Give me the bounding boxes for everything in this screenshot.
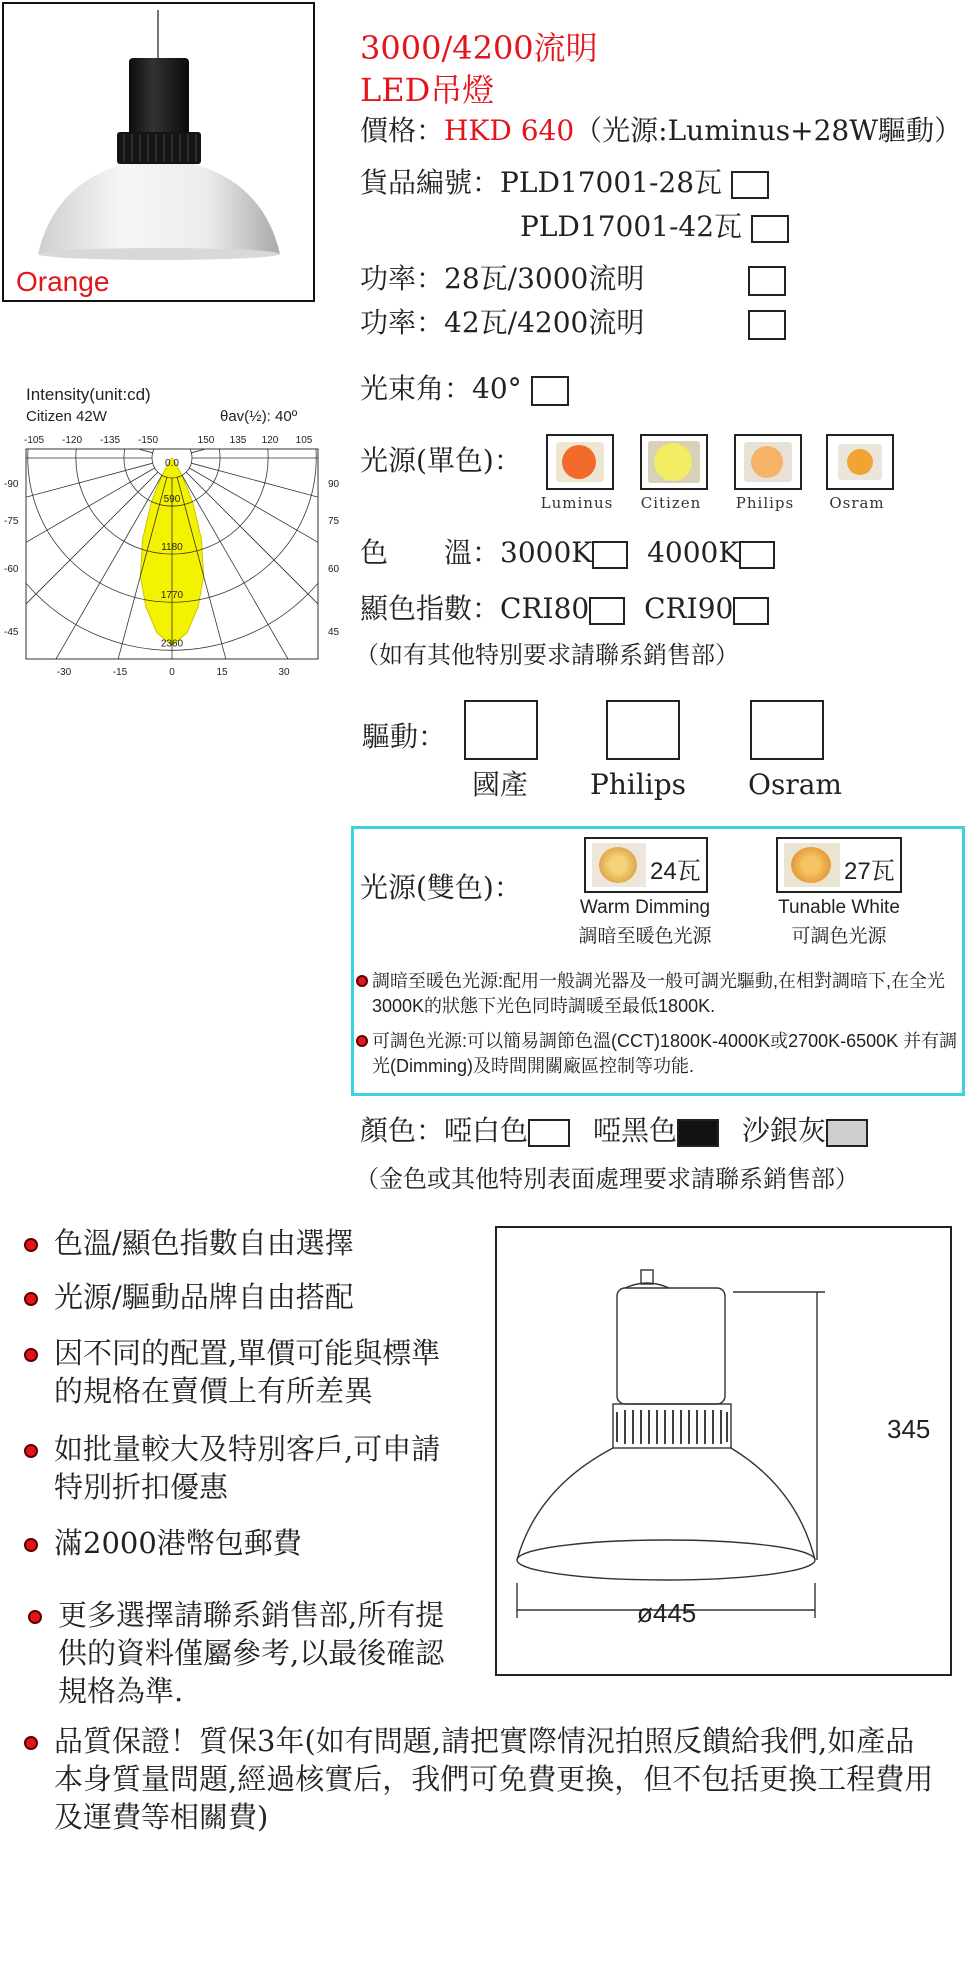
color-temp-row [360, 536, 775, 570]
angle-gridline [189, 468, 340, 658]
lamp-dimension-drawing [497, 1228, 950, 1674]
model-row-2 [520, 210, 789, 244]
chip-philips-label: Philips [735, 494, 795, 512]
product-photo-frame [2, 2, 315, 302]
finish-silver: 沙銀灰 [741, 1114, 826, 1147]
model-42w-checkbox[interactable] [751, 215, 789, 243]
top-angle-label: -135 [99, 435, 121, 446]
angle-gridline [0, 468, 155, 658]
top-angle-label: 135 [229, 435, 247, 446]
dual-source-label: 光源(雙色)： [360, 871, 522, 904]
bullet-icon [28, 1610, 42, 1624]
chip-citizen[interactable] [640, 434, 710, 512]
driver-osram-label: Osram [748, 768, 842, 801]
chip-luminus[interactable] [540, 434, 616, 512]
radial-tick-label: 2360 [160, 638, 184, 650]
dual-note-1 [356, 969, 956, 1019]
warranty-block [20, 1722, 940, 1836]
driver-domestic-label: 國產 [472, 768, 529, 801]
bullet-icon [24, 1238, 38, 1252]
chip-tunable-white[interactable] [776, 837, 902, 897]
finish-white: 啞白色 [444, 1114, 529, 1147]
diameter-dimension: ø445 [637, 1598, 697, 1628]
right-angle-label: 45 [328, 627, 340, 638]
bottom-angle-label: -15 [112, 667, 128, 678]
tunable-white-en: Tunable White [778, 897, 900, 918]
bullet-icon [24, 1538, 38, 1552]
chip-osram-label: Osram [829, 494, 885, 512]
warm-dimming-zh: 調暗至暖色光源 [578, 926, 712, 947]
angle-gridline [0, 475, 162, 685]
radial-tick-label: 590 [163, 494, 181, 506]
right-angle-label: 60 [328, 564, 340, 575]
driver-label: 驅動： [362, 720, 447, 753]
chip-warm-dimming[interactable] [584, 837, 708, 897]
radial-tick-label: 0.0 [165, 458, 179, 469]
cri-80: CRI80 [500, 592, 590, 625]
model-28w-checkbox[interactable] [731, 171, 769, 199]
feature-text: 色溫/顯色指數自由選擇 [54, 1226, 354, 1260]
bullet-icon [356, 1035, 368, 1047]
feature-text: 更多選擇請聯系銷售部,所有提供的資料僅屬參考,以最後確認規格為準. [58, 1598, 445, 1708]
angle-gridline [186, 472, 340, 685]
tunable-white-watt: 27瓦 [844, 858, 895, 885]
bullet-icon [24, 1444, 38, 1458]
beam-angle-label: 光束角：40° [360, 372, 522, 405]
power-42w-checkbox[interactable] [748, 310, 786, 340]
bottom-angle-label: 30 [278, 667, 290, 678]
radial-tick-label: 1770 [160, 590, 184, 602]
angle-gridline [0, 463, 153, 561]
warm-dimming-watt: 24瓦 [650, 858, 701, 885]
driver-philips-label: Philips [590, 768, 687, 801]
pendant-lamp-image [4, 4, 313, 300]
finish-white-swatch[interactable] [528, 1119, 570, 1147]
driver-philips-checkbox[interactable] [606, 700, 680, 760]
finish-silver-swatch[interactable] [826, 1119, 868, 1147]
warm-dimming-en: Warm Dimming [579, 897, 711, 918]
price-row [360, 114, 962, 148]
single-source-label: 光源(單色)： [360, 444, 522, 477]
dimension-drawing-frame [495, 1226, 952, 1676]
top-angle-label: -120 [61, 435, 83, 446]
bullet-icon [356, 975, 368, 987]
top-angle-label: 150 [197, 435, 215, 446]
bullet-icon [24, 1736, 38, 1750]
top-angle-label: -150 [137, 435, 159, 446]
intensity-polar-chart [0, 425, 340, 685]
chart-beam-label: θav(½): 40º [220, 408, 298, 425]
tunable-white-zh: 可調色光源 [791, 926, 887, 947]
dual-source-panel [351, 826, 965, 1096]
feature-text: 滿2000港幣包郵費 [54, 1526, 302, 1560]
cri-label: 顯色指數： [360, 592, 501, 625]
left-angle-label: -90 [4, 479, 19, 490]
power-row-1: 功率：28瓦/3000流明 [360, 262, 645, 295]
beam-angle-checkbox[interactable] [531, 376, 569, 406]
feature-item [24, 1596, 474, 1710]
finish-label: 顏色： [360, 1114, 445, 1147]
dual-note-1-text: 調暗至暖色光源:配用一般調光器及一般可調光驅動,在相對調暗下,在全光3000K的狀態下光色同時調暖至最低1800K. [372, 971, 945, 1016]
top-angle-label: 120 [261, 435, 279, 446]
model-42w: PLD17001-42瓦 [520, 210, 743, 243]
feature-item [20, 1334, 470, 1410]
product-title-line1: 3000/4200流明 [360, 29, 598, 67]
bottom-angle-label: 0 [169, 667, 175, 678]
power-row-2: 功率：42瓦/4200流明 [360, 306, 645, 339]
cri-80-checkbox[interactable] [589, 597, 625, 625]
finish-row [360, 1114, 868, 1148]
feature-item [20, 1278, 470, 1316]
feature-text: 如批量較大及特別客戶,可申請特別折扣優惠 [54, 1432, 441, 1504]
single-source-chips [540, 434, 906, 514]
chip-osram[interactable] [826, 434, 896, 512]
finish-black: 啞黑色 [592, 1114, 677, 1147]
right-angle-label: 75 [328, 516, 340, 527]
right-angle-label: 90 [328, 479, 340, 490]
bullet-icon [24, 1292, 38, 1306]
feature-item [20, 1430, 470, 1506]
model-28w: PLD17001-28瓦 [500, 166, 723, 199]
feature-text: 光源/驅動品牌自由搭配 [54, 1280, 354, 1314]
color-temp-label: 色 溫： [360, 536, 501, 569]
finish-black-swatch[interactable] [677, 1119, 719, 1147]
chart-title: Intensity(unit:cd) [26, 385, 151, 404]
warranty-text: 品質保證！質保3年(如有問題,請把實際情況拍照反饋給我們,如產品本身質量問題,經過核實后，我們可免費更換，但不包括更換工程費用及運費等相關費) [54, 1724, 934, 1834]
feature-item [20, 1524, 470, 1562]
beam-angle-row [360, 372, 569, 406]
color-temp-3000k: 3000K [500, 536, 593, 569]
color-temp-3000k-checkbox[interactable] [592, 541, 628, 569]
chip-citizen-label: Citizen [640, 494, 702, 512]
product-title-line2: LED吊燈 [360, 71, 495, 109]
finish-note: （金色或其他特別表面處理要求請聯系銷售部） [355, 1165, 859, 1193]
dual-note-2-text: 可調色光源:可以簡易調節色溫(CCT)1800K-4000K或2700K-6500K 并有調光(Dimming)及時間開關廠區控制等功能. [372, 1031, 958, 1076]
price-value: HKD 640 [444, 114, 575, 147]
price-note: （光源:Luminus+28W驅動） [574, 114, 963, 147]
driver-osram-checkbox[interactable] [750, 700, 824, 760]
angle-gridline [182, 475, 340, 685]
height-dimension: 345 [887, 1414, 931, 1444]
dual-note-2 [356, 1029, 960, 1079]
angle-gridline [0, 472, 158, 685]
chart-series-name: Citizen 42W [26, 408, 107, 425]
model-row-1 [360, 166, 769, 200]
special-request-note: （如有其他特別要求請聯系銷售部） [355, 641, 739, 669]
top-angle-label: -105 [23, 435, 45, 446]
color-temp-4000k: 4000K [647, 536, 740, 569]
radial-tick-label: 1180 [161, 542, 183, 554]
left-angle-label: -60 [4, 564, 19, 575]
cri-row [360, 592, 769, 626]
model-label: 貨品編號： [360, 166, 501, 199]
feature-item [20, 1224, 470, 1262]
left-angle-label: -45 [4, 627, 19, 638]
bullet-icon [24, 1348, 38, 1362]
left-angle-label: -75 [4, 516, 19, 527]
top-angle-label: 105 [295, 435, 313, 446]
color-temp-4000k-checkbox[interactable] [739, 541, 775, 569]
driver-domestic-checkbox[interactable] [464, 700, 538, 760]
bottom-angle-label: -30 [56, 667, 72, 678]
price-label: 價格： [360, 114, 445, 147]
chip-philips[interactable] [734, 434, 804, 512]
power-28w-checkbox[interactable] [748, 266, 786, 296]
feature-text: 因不同的配置,單價可能與標準的規格在賣價上有所差異 [54, 1336, 441, 1408]
cri-90-checkbox[interactable] [733, 597, 769, 625]
chip-luminus-label: Luminus [540, 494, 614, 512]
color-tag: Orange [16, 266, 110, 297]
cri-90: CRI90 [644, 592, 734, 625]
bottom-angle-label: 15 [216, 667, 228, 678]
